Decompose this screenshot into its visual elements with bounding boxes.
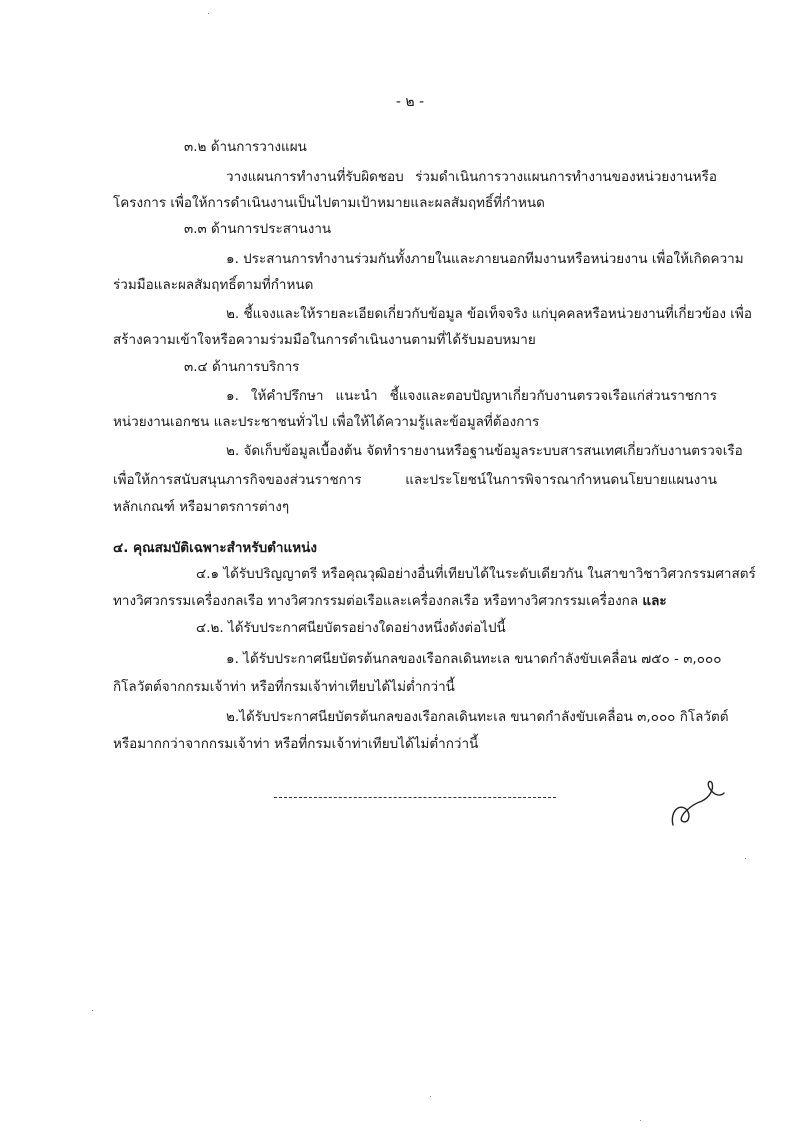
page-number: - ๒ - xyxy=(395,94,425,110)
qualification-4-1-cont xyxy=(113,592,667,610)
certificate-2: ๒.ได้รับประกาศนียบัตรต้นกลของเรือกลเดินทะเล ขนาดกำลังขับเคลื่อน ๓,๐๐๐ กิโลวัตต์ xyxy=(226,709,729,725)
certificate-1-cont: กิโลวัตต์จากกรมเจ้าท่า หรือที่กรมเจ้าท่าเทียบได้ไม่ต่ำกว่านี้ xyxy=(113,679,455,695)
section-4-heading: ๔. คุณสมบัติเฉพาะสำหรับตำแหน่ง xyxy=(113,540,317,556)
qualification-4-1: ๔.๑ ได้รับปริญญาตรี หรือคุณวุฒิอย่างอื่นที่เทียบได้ในระดับเดียวกัน ในสาขาวิชาวิศวกรรมศาสตร์ xyxy=(196,566,756,582)
scan-speck xyxy=(430,1096,431,1097)
qualification-4-2: ๔.๒. ได้รับประกาศนียบัตรอย่างใดอย่างหนึ่งดังต่อไปนี้ xyxy=(196,620,506,636)
scan-speck xyxy=(640,1120,641,1121)
section-3-4-item-2-cont: เพื่อให้การสนับสนุนภารกิจของส่วนราชการ และประโยชน์ในการพิจารณากำหนดนโยบายแผนงาน xyxy=(113,472,717,488)
signature-initial-icon xyxy=(668,775,728,831)
section-3-4-item-1: ๑. ให้คำปรึกษา แนะนำ ชี้แจงและตอบปัญหาเกี่ยวกับงานตรวจเรือแก่ส่วนราชการ xyxy=(226,388,717,404)
section-3-2-text: วางแผนการทำงานที่รับผิดชอบ ร่วมดำเนินการวางแผนการทำงานของหน่วยงานหรือ xyxy=(226,169,717,185)
section-3-3-heading: ๓.๓ ด้านการประสานงาน xyxy=(184,221,332,237)
section-3-3-item-2: ๒. ชี้แจงและให้รายละเอียดเกี่ยวกับข้อมูล ข้อเท็จจริง แก่บุคคลหรือหน่วยงานที่เกี่ยวข้อง เพื่อ xyxy=(226,306,752,322)
section-3-3-item-1-cont: ร่วมมือและผลสัมฤทธิ์ตามที่กำหนด xyxy=(113,277,314,293)
section-3-4-heading: ๓.๔ ด้านการบริการ xyxy=(184,359,300,375)
scan-speck xyxy=(745,858,746,859)
section-3-4-item-2-cont-2: หลักเกณฑ์ หรือมาตรการต่างๆ xyxy=(113,499,290,515)
section-3-3-item-1: ๑. ประสานการทำงานร่วมกันทั้งภายในและภายนอกทีมงานหรือหน่วยงาน เพื่อให้เกิดความ xyxy=(226,251,744,267)
qualification-4-1-text: ทางวิศวกรรมเครื่องกลเรือ ทางวิศวกรรมต่อเรือและเครื่องกลเรือ หรือทางวิศวกรรมเครื่องกล xyxy=(113,593,639,609)
scan-speck xyxy=(92,1010,93,1011)
section-3-4-item-1-cont: หน่วยงานเอกชน และประชาชนทั่วไป เพื่อให้ได้ความรู้และข้อมูลที่ต้องการ xyxy=(113,414,540,430)
scan-speck xyxy=(208,13,209,14)
certificate-1: ๑. ได้รับประกาศนียบัตรต้นกลของเรือกลเดินทะเล ขนาดกำลังขับเคลื่อน ๗๕๐ - ๓,๐๐๐ xyxy=(226,651,722,667)
end-divider xyxy=(274,797,556,798)
section-3-2-heading: ๓.๒ ด้านการวางแผน xyxy=(184,139,307,155)
and-conjunction: และ xyxy=(642,593,667,609)
certificate-2-cont: หรือมากกว่าจากกรมเจ้าท่า หรือที่กรมเจ้าท่าเทียบได้ไม่ต่ำกว่านี้ xyxy=(113,736,479,752)
section-3-3-item-2-cont: สร้างความเข้าใจหรือความร่วมมือในการดำเนินงานตามที่ได้รับมอบหมาย xyxy=(113,332,536,348)
section-3-2-text-cont: โครงการ เพื่อให้การดำเนินงานเป็นไปตามเป้าหมายและผลสัมฤทธิ์ที่กำหนด xyxy=(113,195,545,211)
section-3-4-item-2: ๒. จัดเก็บข้อมูลเบื้องต้น จัดทำรายงานหรือฐานข้อมูลระบบสารสนเทศเกี่ยวกับงานตรวจเรือ xyxy=(226,443,743,459)
